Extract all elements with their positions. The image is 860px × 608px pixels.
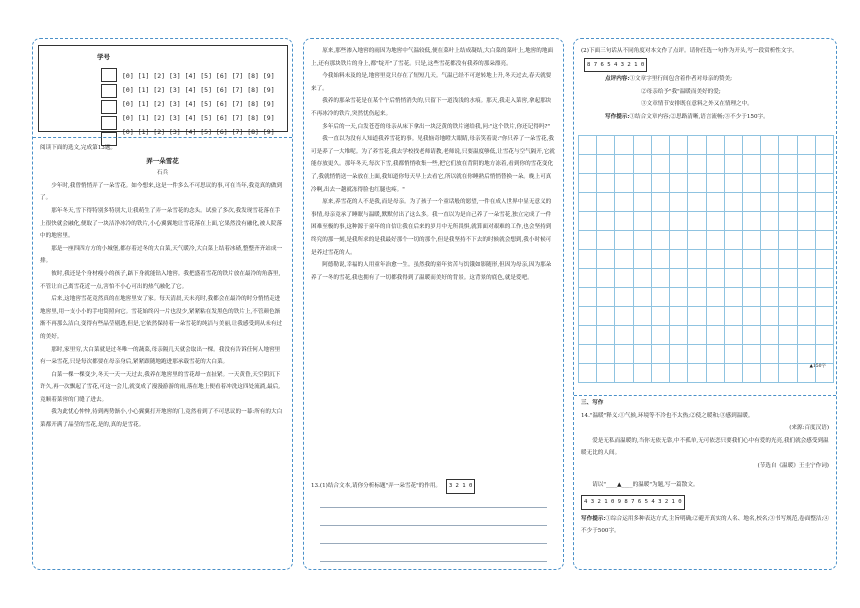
- grid-cell[interactable]: [797, 193, 815, 211]
- digit-row[interactable]: [0] [1] [2] [3] [4] [5] [6] [7] [8] [9]: [122, 72, 275, 80]
- grid-cell[interactable]: [633, 288, 651, 306]
- grid-row[interactable]: [578, 326, 834, 345]
- grid-cell[interactable]: [651, 231, 669, 249]
- answer-line[interactable]: [320, 543, 547, 544]
- paragraph: 白菜一棵一棵变少,冬天一天一天过去,我养在地窖里的雪花却一直扯紧。一天黄昏,天空阴沉下许久,再一次飘起了雪花,可这一会儿,就变成了漫漫游游的雨,落在地上便看着冲洗这四处流淌,最后,竟顺着菜窖的门缝了进去。: [40, 371, 281, 403]
- grid-cell[interactable]: [742, 212, 760, 230]
- grid-cell[interactable]: [815, 193, 834, 211]
- id-write-cells: [101, 68, 117, 148]
- grid-cell[interactable]: [633, 155, 651, 173]
- grid-cell[interactable]: [687, 136, 705, 154]
- grid-cell[interactable]: [633, 250, 651, 268]
- grid-cell[interactable]: [778, 307, 796, 325]
- grid-row[interactable]: [578, 364, 834, 383]
- grid-cell[interactable]: [760, 269, 778, 287]
- grid-cell[interactable]: [596, 364, 614, 382]
- grid-cell[interactable]: [633, 364, 651, 382]
- grid-cell[interactable]: [706, 231, 724, 249]
- grid-cell[interactable]: [578, 307, 596, 325]
- grid-cell[interactable]: [742, 193, 760, 211]
- grid-cell[interactable]: [669, 364, 687, 382]
- grid-cell[interactable]: [578, 364, 596, 382]
- grid-cell[interactable]: [778, 250, 796, 268]
- grid-cell[interactable]: [596, 193, 614, 211]
- answer-line[interactable]: [320, 561, 547, 562]
- grid-cell[interactable]: [815, 212, 834, 230]
- grid-cell[interactable]: [815, 155, 834, 173]
- word-count-mark: ▲150字: [809, 364, 826, 369]
- paragraph: 多年后的一天,白发苍苍的母亲从床下拿出一块泛黄的铁片递给我,问:"这个铁片,你还记得吗?": [322, 123, 551, 130]
- grid-cell[interactable]: [651, 364, 669, 382]
- grid-cell[interactable]: [724, 231, 742, 249]
- reading-passage: [40, 142, 285, 432]
- grid-cell[interactable]: [651, 136, 669, 154]
- passage-title: 弄一朵雪花: [146, 156, 179, 165]
- grid-cell[interactable]: [797, 307, 815, 325]
- grid-cell[interactable]: [760, 288, 778, 306]
- grid-row[interactable]: [578, 250, 834, 269]
- quote-source: (节选自《温暖》王圭宁作词): [757, 462, 829, 469]
- grid-cell[interactable]: [651, 193, 669, 211]
- grid-row[interactable]: [578, 174, 834, 193]
- grid-cell[interactable]: [651, 250, 669, 268]
- grid-cell[interactable]: [706, 136, 724, 154]
- passage-continued: [311, 45, 556, 284]
- grid-cell[interactable]: [797, 288, 815, 306]
- grid-cell[interactable]: [651, 345, 669, 363]
- grid-cell[interactable]: [596, 155, 614, 173]
- grid-cell[interactable]: [760, 193, 778, 211]
- paragraph: 我一直以为没有人知道我养雪花的事。见我恼奇地瞪大眼睛,母亲笑着说:"你只养了一朵雪花,我可是养了一大堆呢。为了养雪花,我去学校找老师请教,老师说,只要温度够低,让雪花与空气隔开,它就能存放更久。那年冬天,每次下雪,我都悄悄收集一些,把它们放在背阴的地方冻着,看到你的雪花变化了,我就悄悄送一朵放在上面,我知道你每天早上去看它,所以就在你睡熟后悄悄替换一朵。晚上可真冷啊,出去一趟就冻得脸也红腿也疼。": [311, 136, 555, 193]
- grid-cell[interactable]: [797, 231, 815, 249]
- grid-cell[interactable]: [633, 345, 651, 363]
- grid-cell[interactable]: [596, 326, 614, 344]
- grid-cell[interactable]: [797, 155, 815, 173]
- grid-cell[interactable]: [614, 269, 632, 287]
- grid-cell[interactable]: [815, 174, 834, 192]
- grid-row[interactable]: [578, 231, 834, 250]
- grid-cell[interactable]: [797, 136, 815, 154]
- student-id-label: 学号: [97, 53, 110, 61]
- middle-panel: [303, 38, 564, 570]
- grid-cell[interactable]: [706, 250, 724, 268]
- grid-cell[interactable]: [724, 345, 742, 363]
- score-box[interactable]: 4 3 2 1 0 9 8 7 6 5 4 3 2 1 0: [581, 495, 685, 510]
- grid-cell[interactable]: [669, 250, 687, 268]
- paragraph: 阿德勒说,幸福的人用童年治愈一生。虽然我的童年贫苦与饥饿如影随形,但因为母亲,因为那朵养了一冬的雪花,我也拥有了一切都我得到了温暖而美好的背景。这背景的底色,就是爱吧。: [311, 262, 552, 281]
- grid-cell[interactable]: [742, 136, 760, 154]
- grid-cell[interactable]: [614, 288, 632, 306]
- grid-cell[interactable]: [614, 364, 632, 382]
- grid-row[interactable]: [578, 136, 834, 155]
- grid-cell[interactable]: [797, 212, 815, 230]
- paragraph: 原来,那些渗入地窖的雨因为地窖中气温较低,便在菜叶上结成凝结,大白菜的菜叶上,地窖的地面上,还有那块铁片的身上,都"绽开"了雪花。只是,这些雪花都没有我养的那朵漂亮。: [311, 48, 554, 67]
- grid-row[interactable]: [578, 288, 834, 307]
- paragraph: 我养的那朵雪花是在某个午后悄悄消失的,只留下一道浅浅的水痕。那天,我走入菜窖,拿起那块不再冰冷的铁片,突然忧伤起来。: [311, 98, 552, 117]
- grid-cell[interactable]: [742, 174, 760, 192]
- grid-cell[interactable]: [815, 231, 834, 249]
- section-heading: 三、写作: [581, 400, 604, 406]
- paragraph: 后来,这地窖雪花竟然真的在地窖里安了家。每天清晨,天未亮时,我都会在最冷的时分悄悄走进地窖里,用一支小小的手电筒照向它。雪花始终闪一片也没少,紧紧粘在发黑色的铁片上,不管颜色渐渐不再那么洁白,变得有些晶莹剔透,但是,它依然保持着一朵雪花的纯洁与美丽,让我感受到从未有过的美好。: [40, 296, 283, 340]
- id-cell[interactable]: [101, 68, 117, 82]
- grid-cell[interactable]: [651, 155, 669, 173]
- grid-cell[interactable]: [596, 288, 614, 306]
- id-digit-bubbles[interactable]: [122, 69, 275, 139]
- grid-cell[interactable]: [815, 326, 834, 344]
- grid-cell[interactable]: [706, 155, 724, 173]
- grid-cell[interactable]: [614, 231, 632, 249]
- grid-cell[interactable]: [724, 136, 742, 154]
- digit-row[interactable]: [0] [1] [2] [3] [4] [5] [6] [7] [8] [9]: [122, 100, 275, 108]
- grid-cell[interactable]: [596, 269, 614, 287]
- grid-cell[interactable]: [578, 269, 596, 287]
- grid-cell[interactable]: [724, 364, 742, 382]
- writing-hint-label: 写作提示:: [605, 113, 630, 120]
- grid-row[interactable]: [578, 155, 834, 174]
- answer-line[interactable]: [320, 507, 547, 508]
- grid-cell[interactable]: [614, 326, 632, 344]
- passage-author: 石兵: [156, 170, 169, 177]
- source-note: (来源:百度汉语): [789, 425, 829, 432]
- grid-cell[interactable]: [724, 212, 742, 230]
- grid-cell[interactable]: [724, 174, 742, 192]
- grid-cell[interactable]: [687, 269, 705, 287]
- grid-cell[interactable]: [815, 269, 834, 287]
- grid-cell[interactable]: [724, 269, 742, 287]
- grid-cell[interactable]: [651, 174, 669, 192]
- grid-cell[interactable]: [778, 155, 796, 173]
- grid-cell[interactable]: [778, 269, 796, 287]
- grid-cell[interactable]: [687, 364, 705, 382]
- grid-cell[interactable]: [760, 231, 778, 249]
- grid-cell[interactable]: [742, 307, 760, 325]
- grid-cell[interactable]: [687, 326, 705, 344]
- grid-cell[interactable]: [687, 288, 705, 306]
- grid-cell[interactable]: [778, 174, 796, 192]
- grid-cell[interactable]: [687, 212, 705, 230]
- grid-cell[interactable]: [614, 345, 632, 363]
- grid-cell[interactable]: [578, 193, 596, 211]
- left-panel: [32, 38, 293, 570]
- grid-cell[interactable]: [797, 269, 815, 287]
- grid-cell[interactable]: [742, 269, 760, 287]
- grid-cell[interactable]: [724, 155, 742, 173]
- write-hint-label: 写作提示:: [581, 515, 606, 522]
- grid-cell[interactable]: [651, 326, 669, 344]
- grid-cell[interactable]: [724, 326, 742, 344]
- grid-cell[interactable]: [778, 288, 796, 306]
- grid-cell[interactable]: [578, 345, 596, 363]
- grid-cell[interactable]: [706, 288, 724, 306]
- grid-cell[interactable]: [596, 231, 614, 249]
- digit-row[interactable]: [0] [1] [2] [3] [4] [5] [6] [7] [8] [9]: [122, 128, 275, 136]
- grid-cell[interactable]: [669, 307, 687, 325]
- grid-cell[interactable]: [797, 250, 815, 268]
- quote: 爱是无私而温暖的,当你无依无靠,中不孤单,无可依恋只要我们心中有爱的光亮,我们就会感受到温暖无比的人间。: [581, 437, 829, 457]
- grid-cell[interactable]: [742, 326, 760, 344]
- grid-cell[interactable]: [578, 136, 596, 154]
- question-13-text: 13.(1)结合文本,请你分析标题"弄一朵雪花"的作用。: [311, 483, 442, 489]
- grid-cell[interactable]: [669, 193, 687, 211]
- right-panel: [573, 38, 837, 570]
- grid-cell[interactable]: [815, 136, 834, 154]
- paragraph: 彼时,我还是个身材瘦小的孩子,踮下身就能钻入地窖。我把盛着雪花的铁片放在最冷的角落里,不管让自己离雪花近一点,害怕不小心可出的热气融化了它。: [40, 270, 281, 290]
- grid-cell[interactable]: [778, 212, 796, 230]
- grid-cell[interactable]: [633, 231, 651, 249]
- grid-cell[interactable]: [778, 345, 796, 363]
- grid-cell[interactable]: [578, 155, 596, 173]
- score-box[interactable]: 3 2 1 0: [446, 479, 476, 494]
- grid-cell[interactable]: [706, 269, 724, 287]
- writing-grid[interactable]: [578, 135, 834, 383]
- grid-cell[interactable]: [724, 193, 742, 211]
- grid-cell[interactable]: [633, 212, 651, 230]
- grid-cell[interactable]: [614, 307, 632, 325]
- grid-cell[interactable]: [633, 136, 651, 154]
- grid-cell[interactable]: [778, 364, 796, 382]
- grid-cell[interactable]: [614, 155, 632, 173]
- grid-cell[interactable]: [633, 326, 651, 344]
- point-item: ②母亲给予"我"温暖而美好的爱;: [641, 88, 721, 95]
- grid-cell[interactable]: [614, 136, 632, 154]
- grid-cell[interactable]: [706, 193, 724, 211]
- grid-cell[interactable]: [669, 231, 687, 249]
- grid-cell[interactable]: [760, 326, 778, 344]
- grid-cell[interactable]: [578, 288, 596, 306]
- point-item: ③文章情节安排既在意料之外又在情理之中。: [641, 101, 753, 108]
- grid-cell[interactable]: [578, 212, 596, 230]
- grid-cell[interactable]: [651, 288, 669, 306]
- grid-cell[interactable]: [742, 250, 760, 268]
- grid-cell[interactable]: [687, 193, 705, 211]
- grid-cell[interactable]: [742, 345, 760, 363]
- grid-cell[interactable]: [742, 155, 760, 173]
- paragraph: 原来,养雪花的人不是我,而是母亲。为了孩子一个童话般的愿望,一件在成人世界中显无意义的事情,母亲竟承了睡眠与温暖,默默付出了这么多。我一直以为是自己养了一朵雪花,独立完成了一件困难至极的事,这种源于童年的自信让我在后来的岁月中无所畏惧,就算面对艰难的工作,也会坚持到终究的那一刻,是我所求的是我最好那个一切的那个,但是我坚持不下去的时候就会想到,我小时候可是养过雪花的人。: [311, 199, 552, 256]
- grid-cell[interactable]: [614, 250, 632, 268]
- grid-row[interactable]: [578, 307, 834, 326]
- grid-cell[interactable]: [742, 364, 760, 382]
- grid-cell[interactable]: [815, 288, 834, 306]
- grid-row[interactable]: [578, 345, 834, 364]
- id-cell[interactable]: [101, 84, 117, 98]
- grid-cell[interactable]: [633, 174, 651, 192]
- question-13-2-text: (2)下面三句话从不同角度对本文作了点评。请你任选一句作为开头,写一段赏析性文字。: [581, 48, 798, 54]
- grid-cell[interactable]: [687, 231, 705, 249]
- question-14-text: 14."温暖"释义:①气候,环境等不冷也不太热;②使之暖和;③感到温暖。: [581, 412, 754, 419]
- id-cell[interactable]: [101, 100, 117, 114]
- grid-cell[interactable]: [706, 364, 724, 382]
- grid-cell[interactable]: [614, 193, 632, 211]
- digit-row[interactable]: [0] [1] [2] [3] [4] [5] [6] [7] [8] [9]: [122, 86, 275, 94]
- grid-cell[interactable]: [760, 212, 778, 230]
- grid-cell[interactable]: [724, 307, 742, 325]
- grid-cell[interactable]: [778, 193, 796, 211]
- grid-cell[interactable]: [669, 345, 687, 363]
- grid-cell[interactable]: [760, 307, 778, 325]
- paragraph: 今我始料未及的是,地窖里竟只存在了短短几天。气温已经不可逆转地上升,冬天过去,春天就要来了。: [311, 73, 552, 92]
- divider: [33, 137, 292, 138]
- grid-cell[interactable]: [578, 326, 596, 344]
- grid-cell[interactable]: [797, 326, 815, 344]
- digit-row[interactable]: [0] [1] [2] [3] [4] [5] [6] [7] [8] [9]: [122, 114, 275, 122]
- grid-cell[interactable]: [706, 345, 724, 363]
- grid-cell[interactable]: [815, 307, 834, 325]
- grid-cell[interactable]: [687, 155, 705, 173]
- question-13-2: [581, 45, 829, 124]
- grid-row[interactable]: [578, 193, 834, 212]
- grid-cell[interactable]: [669, 288, 687, 306]
- grid-cell[interactable]: [651, 307, 669, 325]
- grid-cell[interactable]: [669, 174, 687, 192]
- grid-cell[interactable]: [596, 174, 614, 192]
- grid-cell[interactable]: [760, 136, 778, 154]
- grid-cell[interactable]: [778, 326, 796, 344]
- paragraph: 我为此忧心忡忡,待到两势渐小,小心翼翼打开地窖的门,竟然看到了不可思议的一幕:所有的大白菜都开满了晶莹的雪花,是的,真的是雪花。: [40, 409, 283, 429]
- instruction: 阅读下面的选文,完成第13题。: [40, 145, 117, 151]
- id-cell[interactable]: [101, 116, 117, 130]
- grid-cell[interactable]: [760, 250, 778, 268]
- write-hint: ①综合运用多种表达方式,主旨明确;②避开真实的人名、地名,校名;③书写规范,卷面整洁;④不少于500字。: [581, 515, 830, 535]
- grid-cell[interactable]: [760, 155, 778, 173]
- grid-cell[interactable]: [596, 307, 614, 325]
- grid-cell[interactable]: [596, 212, 614, 230]
- point-item: ①文章字里行间包含着作者对母亲的赞美;: [629, 76, 733, 83]
- student-id-box: [38, 45, 288, 136]
- paragraph: 那时,家里穷,大白菜就是过冬唯一的蔬菜,母亲隔几天就会取出一棵。我没有告诉任何人地窖里有一朵雪花,只是每次都要在母亲身后,紧紧跟随地跑进那承载雪花的大白菜。: [40, 346, 281, 366]
- grid-cell[interactable]: [578, 250, 596, 268]
- grid-cell[interactable]: [614, 212, 632, 230]
- grid-cell[interactable]: [614, 174, 632, 192]
- grid-cell[interactable]: [760, 364, 778, 382]
- grid-cell[interactable]: [724, 250, 742, 268]
- grid-cell[interactable]: [651, 269, 669, 287]
- grid-cell[interactable]: [633, 307, 651, 325]
- paragraph: 那年冬天,雪下得特别多特别大,让我萌生了弄一朵雪花的念头。试验了多次,我发现雪花落在手上很快就会融化,便取了一块洁净冰冷的铁片,小心翼翼地让雪花落在上面,它果然没有融化,被人院落中的地窖里。: [40, 207, 283, 240]
- grid-cell[interactable]: [651, 212, 669, 230]
- grid-cell[interactable]: [778, 136, 796, 154]
- grid-cell[interactable]: [596, 345, 614, 363]
- question-14: [581, 397, 829, 538]
- grid-cell[interactable]: [669, 326, 687, 344]
- essay-prompt: 请以"____▲____的温暖"为题,写一篇散文。: [592, 481, 699, 488]
- paragraph: 那是一座四四方方的小城堡,都存着过冬的大白菜,天气暖冷,大白菜上结着冰碴,整整齐齐站成一排。: [40, 245, 283, 265]
- question-13: [311, 479, 556, 494]
- points-label: 点评内容:: [605, 76, 630, 83]
- grid-cell[interactable]: [669, 136, 687, 154]
- grid-cell[interactable]: [687, 307, 705, 325]
- grid-cell[interactable]: [596, 250, 614, 268]
- grid-cell[interactable]: [706, 326, 724, 344]
- writing-hint: ①结合文章内容;②思路清晰,语言流畅;③不少于150字。: [629, 113, 769, 120]
- grid-cell[interactable]: [760, 174, 778, 192]
- paragraph: 少年时,我曾悄悄弄了一朵雪花。如今想来,这是一件多么不可思议的事,可在当年,我竟真的做到了。: [40, 182, 283, 202]
- divider: [574, 395, 836, 396]
- grid-row[interactable]: [578, 269, 834, 288]
- score-box[interactable]: 8 7 6 5 4 3 2 1 0: [584, 58, 647, 73]
- grid-cell[interactable]: [669, 212, 687, 230]
- grid-cell[interactable]: [578, 174, 596, 192]
- grid-cell[interactable]: [578, 231, 596, 249]
- grid-cell[interactable]: [687, 345, 705, 363]
- grid-cell[interactable]: [669, 269, 687, 287]
- grid-cell[interactable]: [706, 307, 724, 325]
- grid-cell[interactable]: [797, 174, 815, 192]
- grid-cell[interactable]: [633, 269, 651, 287]
- grid-cell[interactable]: [687, 174, 705, 192]
- grid-cell[interactable]: [815, 250, 834, 268]
- grid-cell[interactable]: [706, 212, 724, 230]
- grid-row[interactable]: [578, 212, 834, 231]
- grid-cell[interactable]: [742, 288, 760, 306]
- grid-cell[interactable]: [706, 174, 724, 192]
- grid-cell[interactable]: [724, 288, 742, 306]
- answer-line[interactable]: [320, 525, 547, 526]
- grid-cell[interactable]: [669, 155, 687, 173]
- grid-cell[interactable]: [687, 250, 705, 268]
- grid-cell[interactable]: [760, 345, 778, 363]
- grid-cell[interactable]: [596, 136, 614, 154]
- grid-cell[interactable]: [633, 193, 651, 211]
- grid-cell[interactable]: [742, 231, 760, 249]
- grid-cell[interactable]: [778, 231, 796, 249]
